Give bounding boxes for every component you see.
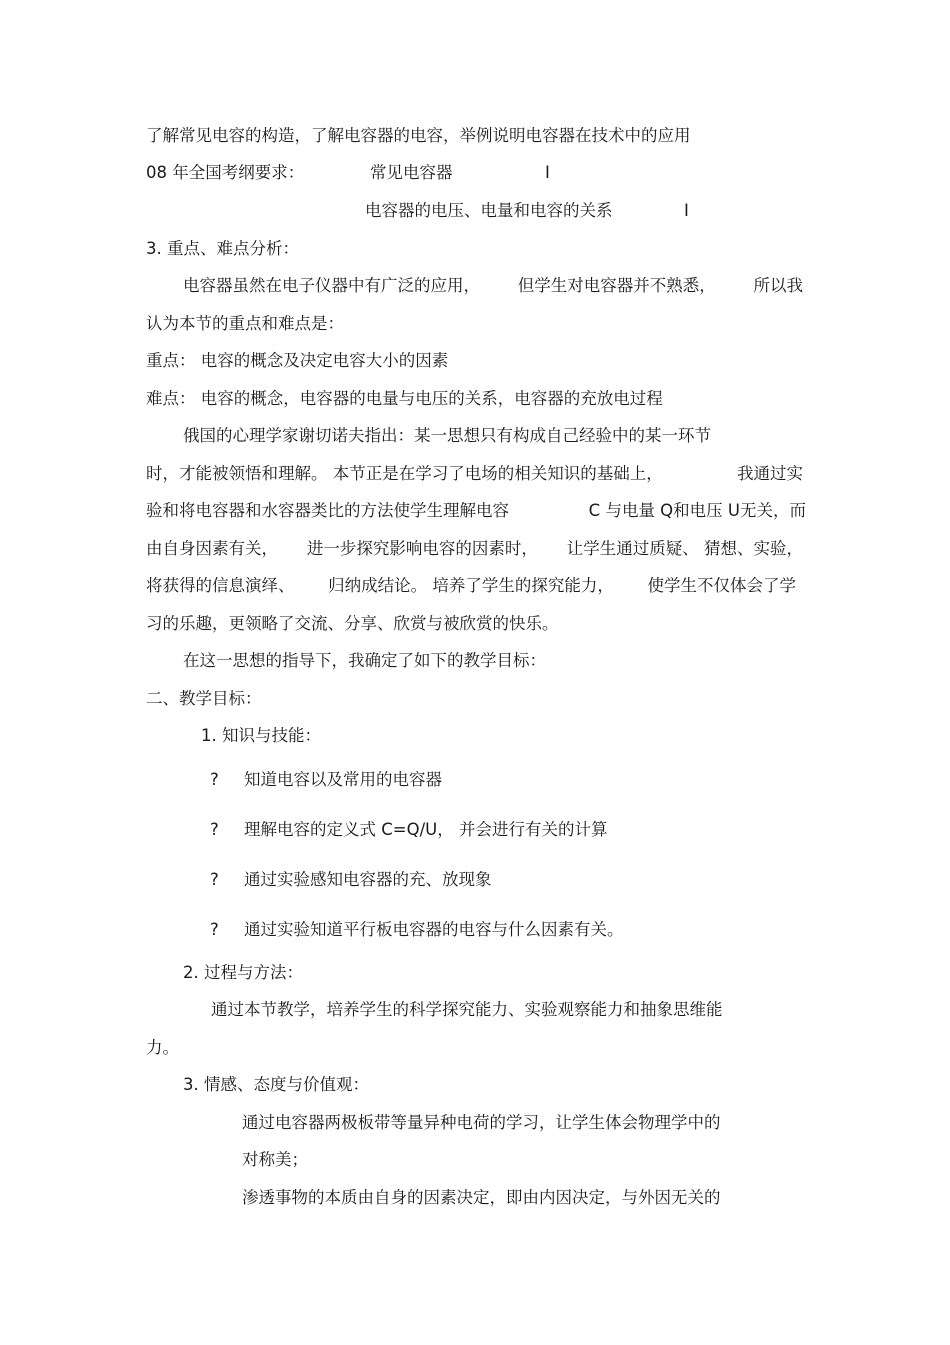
process-line-1: 通过本节教学，培养学生的科学探究能力、实验观察能力和抽象思维能 bbox=[211, 1000, 723, 1019]
para-2-line-5 bbox=[146, 575, 796, 597]
syllabus-level-2: Ⅰ bbox=[684, 201, 689, 220]
syllabus-level-1: Ⅰ bbox=[545, 163, 550, 182]
para-1-seg: 所以我 bbox=[753, 276, 803, 295]
para-2-seg: 让学生通过质疑、 猜想、实验， bbox=[566, 539, 803, 558]
section-3-heading: 3. 重点、难点分析： bbox=[146, 239, 299, 258]
process-line-2: 力。 bbox=[146, 1038, 179, 1057]
para-2-seg: 时，才能被领悟和理解。 本节正是在学习了电场的相关知识的基础上， bbox=[146, 464, 663, 483]
list-item bbox=[210, 769, 442, 791]
para-1-seg: 但学生对电容器并不熟悉， bbox=[517, 276, 716, 295]
section-2-heading: 二、教学目标： bbox=[146, 689, 262, 708]
para-2-seg: 我通过实 bbox=[737, 464, 803, 483]
intro-line: 了解常见电容的构造，了解电容器的电容，举例说明电容器在技术中的应用 bbox=[146, 126, 691, 145]
bullet-icon: ? bbox=[210, 920, 219, 939]
emotion-line-2: 对称美； bbox=[242, 1150, 308, 1169]
emotion-line-3: 渗透事物的本质由自身的因素决定，即由内因决定，与外因无关的 bbox=[242, 1188, 721, 1207]
para-2-seg: 使学生不仅体会了学 bbox=[647, 576, 796, 595]
list-item-text: 通过实验知道平行板电容器的电容与什么因素有关。 bbox=[244, 920, 624, 939]
emotion-line-1: 通过电容器两极板带等量异种电荷的学习，让学生体会物理学中的 bbox=[242, 1113, 721, 1132]
para-2-seg: 将获得的信息演绎、 bbox=[146, 576, 295, 595]
list-item-text: 理解电容的定义式 C=Q/U， 并会进行有关的计算 bbox=[244, 820, 608, 839]
para-1-line-2: 认为本节的重点和难点是： bbox=[146, 314, 344, 333]
para-2-line-1: 俄国的心理学家谢切诺夫指出：某一思想只有构成自己经验中的某一环节 bbox=[183, 426, 711, 445]
list-item-text: 通过实验感知电容器的充、放现象 bbox=[244, 870, 492, 889]
para-1-seg: 电容器虽然在电子仪器中有广泛的应用， bbox=[183, 276, 480, 295]
para-2-seg: 验和将电容器和水容器类比的方法使学生理解电容 bbox=[146, 501, 509, 520]
para-2-line-4 bbox=[146, 538, 803, 560]
syllabus-item-2: 电容器的电压、电量和电容的关系 bbox=[365, 201, 613, 220]
list-item bbox=[210, 869, 492, 891]
key-point: 重点： 电容的概念及决定电容大小的因素 bbox=[146, 351, 449, 370]
para-2-seg: 进一步探究影响电容的因素时， bbox=[306, 539, 538, 558]
para-2-line-6: 习的乐趣，更领略了交流、分享、欣赏与被欣赏的快乐。 bbox=[146, 614, 559, 633]
syllabus-item-1: 常见电容器 bbox=[370, 163, 453, 182]
emotion-heading: 3. 情感、态度与价值观： bbox=[183, 1075, 369, 1094]
bullet-icon: ? bbox=[210, 770, 219, 789]
bullet-icon: ? bbox=[210, 820, 219, 839]
list-item-text: 知道电容以及常用的电容器 bbox=[244, 770, 442, 789]
syllabus-label: 08 年全国考纲要求： bbox=[146, 163, 305, 182]
difficult-point: 难点： 电容的概念，电容器的电量与电压的关系，电容器的充放电过程 bbox=[146, 389, 663, 408]
bullet-icon: ? bbox=[210, 870, 219, 889]
list-item bbox=[210, 919, 624, 941]
knowledge-heading: 1. 知识与技能： bbox=[201, 726, 321, 745]
para-2-line-3 bbox=[146, 500, 806, 522]
list-item bbox=[210, 819, 607, 841]
process-heading: 2. 过程与方法： bbox=[183, 963, 303, 982]
para-2-seg: 由自身因素有关， bbox=[146, 539, 278, 558]
para-2-seg: C 与电量 Q和电压 U无关，而 bbox=[588, 501, 806, 520]
para-1-line-1 bbox=[183, 275, 803, 297]
para-2-line-2 bbox=[146, 463, 803, 485]
para-3: 在这一思想的指导下，我确定了如下的教学目标： bbox=[183, 651, 546, 670]
para-2-seg: 归纳成结论。 培养了学生的探究能力， bbox=[328, 576, 614, 595]
